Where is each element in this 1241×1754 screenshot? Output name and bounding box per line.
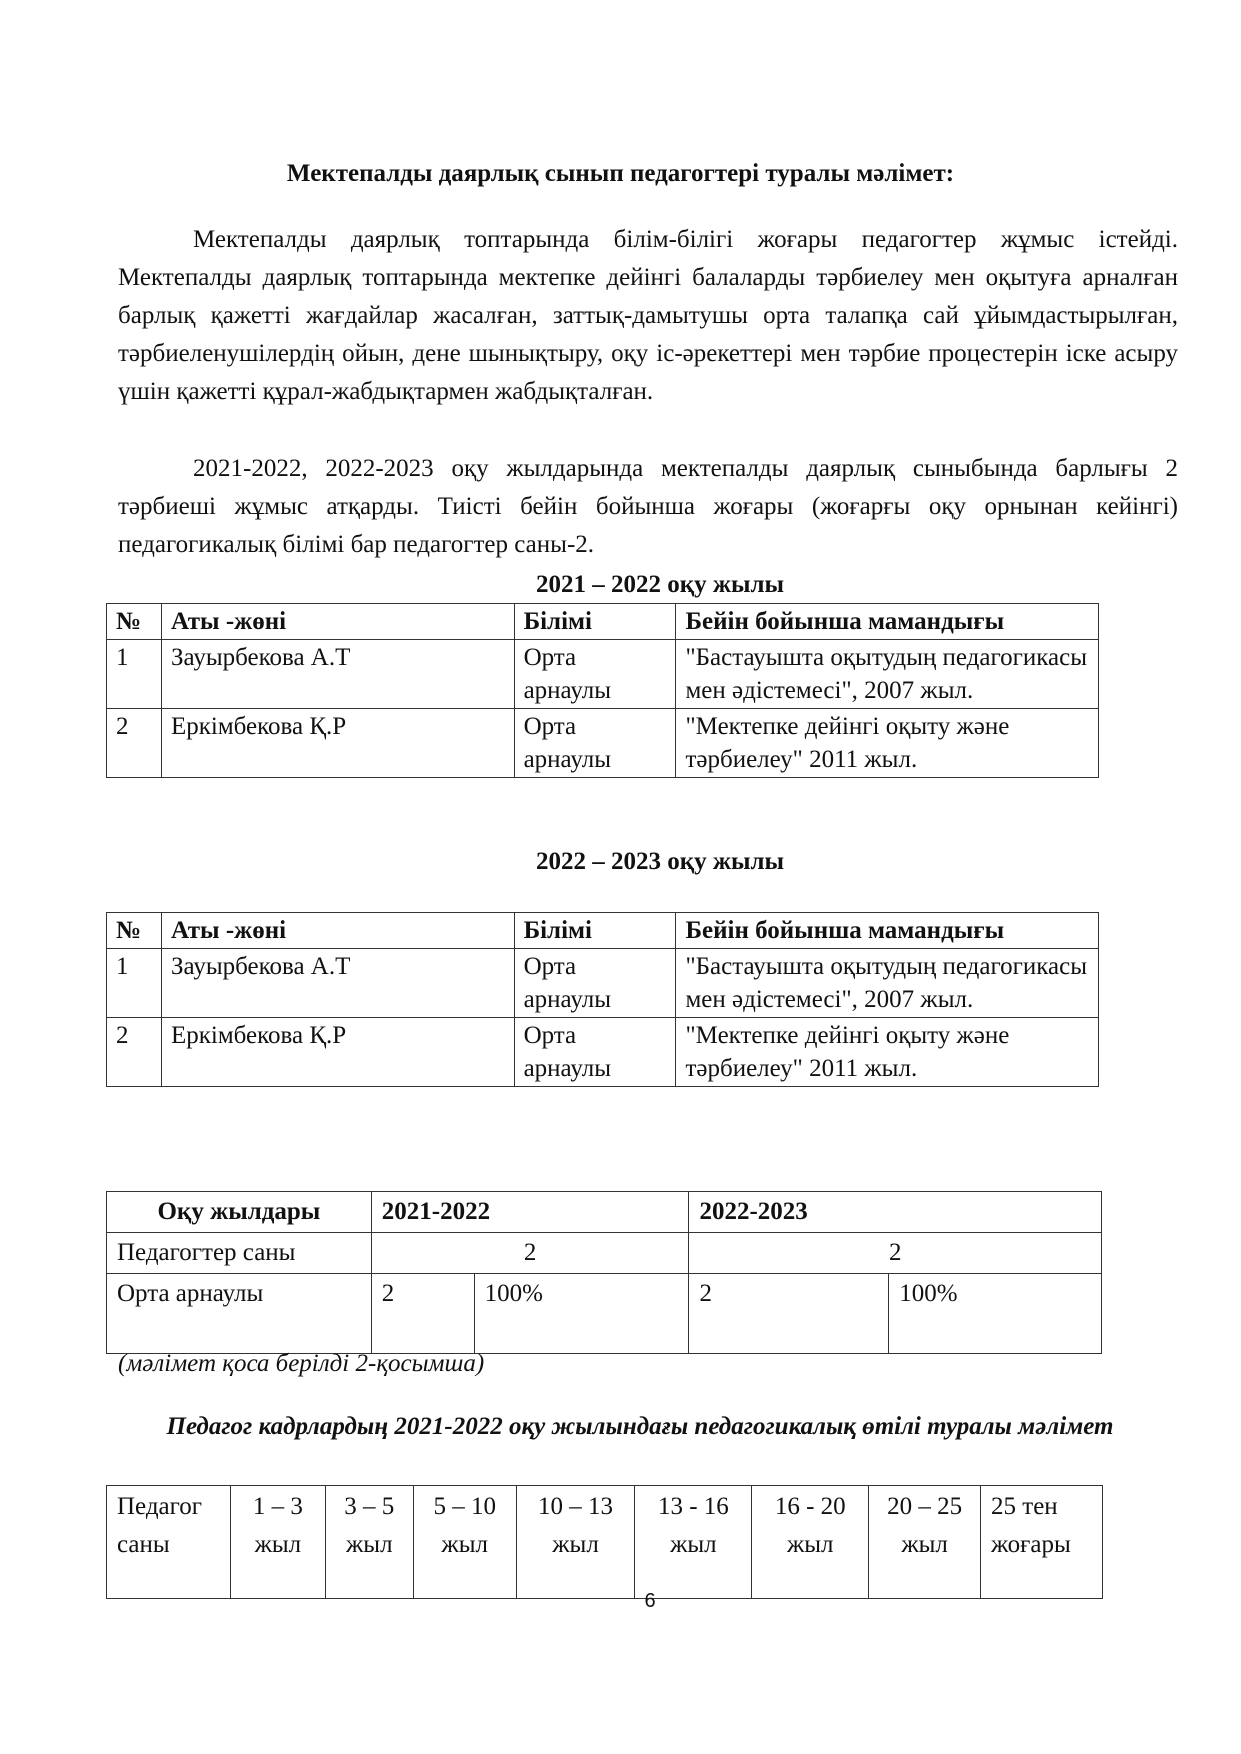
cell-name: Еркімбекова Қ.Р	[161, 1018, 514, 1087]
staff-paragraph: 2021-2022, 2022-2023 оқу жылдарында мектепалды даярлық сыныбында барлығы 2 тәрбиеші жұмыс атқарды. Тиісті бейін бойынша жоғары (жоғарғы оқу орнынан кейінгі) педагогикалық білімі бар педагогтер саны-2.	[118, 455, 1178, 558]
percent-2021: 100%	[474, 1274, 689, 1354]
cell-num: 1	[107, 640, 162, 709]
table-header-row	[107, 604, 1099, 640]
cell-name: Еркімбекова Қ.Р	[161, 709, 514, 778]
cell-edu: Орта арнаулы	[514, 640, 676, 709]
cell-name: Зауырбекова А.Т	[161, 949, 514, 1018]
table-row	[107, 1018, 1099, 1087]
table-header-row	[107, 1486, 1103, 1599]
page-number: 6	[644, 1590, 656, 1612]
exp-col-16-20: 16 - 20 жыл	[752, 1486, 869, 1599]
col-num-header: №	[107, 604, 162, 640]
exp-col-20-25: 20 – 25 жыл	[869, 1486, 981, 1599]
years-header: Оқу жылдары	[107, 1192, 372, 1233]
year-2022-header: 2022-2023	[689, 1192, 1102, 1233]
col-spec-header: Бейін бойынша мамандығы	[676, 604, 1099, 640]
cell-edu: Орта арнаулы	[514, 709, 676, 778]
cell-edu: Орта арнаулы	[514, 1018, 676, 1087]
appendix-note: (мәлімет қоса берілді 2-қосымша)	[118, 1350, 485, 1377]
exp-col-teachers: Педагог саны	[107, 1486, 231, 1599]
teachers-count-2022: 2	[689, 1233, 1102, 1274]
exp-col-3-5: 3 – 5 жыл	[325, 1486, 413, 1599]
count-2021: 2	[371, 1274, 474, 1354]
col-num-header: №	[107, 913, 162, 949]
count-2022: 2	[689, 1274, 889, 1354]
cell-name: Зауырбекова А.Т	[161, 640, 514, 709]
col-name-header: Аты -жөні	[161, 913, 514, 949]
year1-caption: 2021 – 2022 оқу жылы	[535, 571, 785, 598]
year2-caption: 2022 – 2023 оқу жылы	[535, 848, 785, 875]
table-header-row	[107, 1192, 1102, 1233]
secondary-special-label: Орта арнаулы	[107, 1274, 372, 1354]
col-edu-header: Білімі	[514, 913, 676, 949]
summary-table	[106, 1191, 1102, 1354]
exp-col-5-10: 5 – 10 жыл	[413, 1486, 516, 1599]
table-row	[107, 640, 1099, 709]
table-row	[107, 949, 1099, 1018]
cell-spec: "Бастауышта оқытудың педагогикасы мен әдістемесі", 2007 жыл.	[676, 640, 1099, 709]
table-row	[107, 1274, 1102, 1354]
staff-table-2021	[106, 603, 1099, 778]
year-2021-header: 2021-2022	[371, 1192, 689, 1233]
cell-num: 2	[107, 709, 162, 778]
col-name-header: Аты -жөні	[161, 604, 514, 640]
exp-col-1-3: 1 – 3 жыл	[230, 1486, 325, 1599]
cell-num: 1	[107, 949, 162, 1018]
col-edu-header: Білімі	[514, 604, 676, 640]
cell-spec: "Бастауышта оқытудың педагогикасы мен әдістемесі", 2007 жыл.	[676, 949, 1099, 1018]
table-header-row	[107, 913, 1099, 949]
teachers-count-label: Педагогтер саны	[107, 1233, 372, 1274]
experience-subtitle: Педагог кадрлардың 2021-2022 оқу жылындағы педагогикалық өтілі туралы мәлімет	[166, 1413, 1114, 1440]
teachers-count-2021: 2	[371, 1233, 689, 1274]
staff-table-2022	[106, 912, 1099, 1087]
table-row	[107, 1233, 1102, 1274]
experience-table	[106, 1485, 1103, 1599]
cell-num: 2	[107, 1018, 162, 1087]
page-title: Мектепалды даярлық сынып педагогтері туралы мәлімет:	[286, 160, 955, 187]
table-row	[107, 709, 1099, 778]
exp-col-13-16: 13 - 16 жыл	[635, 1486, 752, 1599]
cell-spec: "Мектепке дейінгі оқыту және тәрбиелеу" 2011 жыл.	[676, 1018, 1099, 1087]
intro-paragraph: Мектепалды даярлық топтарында білім-білігі жоғары педагогтер жұмыс істейді. Мектепалды даярлық топтарында мектепке дейінгі балаларды тәрбиелеу мен оқытуға арналған барлық қажетті жағдайлар жасалған, заттық-дамытушы орта талапқа сай ұйымдастырылған, тәрбиеленушілердің ойын, дене шынықтыру, оқу іс-әрекеттері мен тәрбие процестерін іске асыру үшін қажетті құрал-жабдықтармен жабдықталған.	[118, 226, 1178, 405]
col-spec-header: Бейін бойынша мамандығы	[676, 913, 1099, 949]
percent-2022: 100%	[889, 1274, 1102, 1354]
cell-edu: Орта арнаулы	[514, 949, 676, 1018]
exp-col-10-13: 10 – 13 жыл	[516, 1486, 635, 1599]
exp-col-25-plus: 25 тен жоғары	[981, 1486, 1103, 1599]
cell-spec: "Мектепке дейінгі оқыту және тәрбиелеу" 2011 жыл.	[676, 709, 1099, 778]
